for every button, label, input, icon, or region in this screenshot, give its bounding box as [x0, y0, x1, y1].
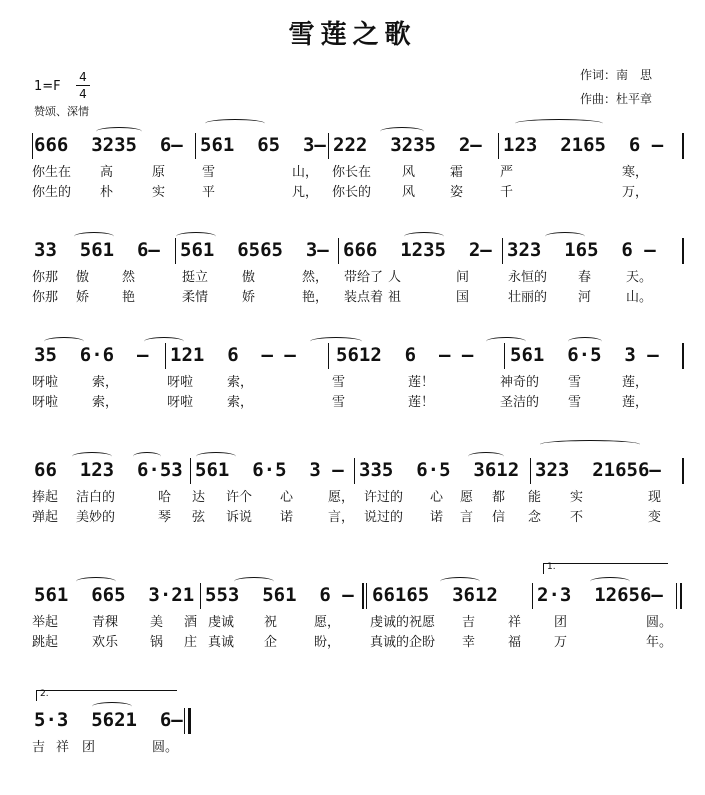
barline: [504, 343, 505, 369]
composer: 作曲：杜平章: [580, 92, 653, 106]
barline: [328, 343, 329, 369]
lyrics-verse-2: 跳起 欢乐 锅 庄 真诚 企 盼， 真诚的企盼 幸 福 万 年。: [32, 635, 673, 650]
lyrics-verse-1: 你生在 高 原 雪 山， 你长在 风 霜 严 寒，: [32, 165, 649, 180]
time-top: 4: [79, 70, 87, 84]
measure: 323 21656–: [535, 459, 661, 481]
lyrics-verse-1: 呀啦 索， 呀啦 索， 雪 莲！ 神奇的 雪 莲，: [32, 375, 649, 390]
barline: [354, 458, 355, 484]
barline: [682, 238, 684, 264]
tempo-marking: 赞颂、深情: [34, 105, 89, 118]
barline: [195, 133, 196, 159]
time-bottom: 4: [79, 87, 87, 101]
lyrics-verse-1: 吉 祥 团 圆。: [32, 740, 179, 755]
barline: [502, 238, 503, 264]
volta-bracket-1: 1.: [543, 563, 668, 574]
key-signature: 1=F: [34, 79, 61, 94]
measure: 66165 3612: [372, 584, 498, 606]
lyrics-verse-2: 弹起 美妙的 琴 弦 诉说 诺 言， 说过的 诺 言 信 念 不 变: [32, 510, 662, 525]
staff-row-6: [0, 689, 705, 795]
measure: 553 561 6 –: [205, 584, 354, 606]
barline: [498, 133, 499, 159]
barline: [530, 458, 531, 484]
repeat-start: [362, 583, 364, 609]
measure: 666 3235 6–: [34, 134, 183, 156]
barline: [328, 133, 329, 159]
measure: 33 561 6–: [34, 239, 160, 261]
barline: [184, 708, 185, 734]
staff-row-4: [0, 450, 705, 545]
measure: 222 3235 2–: [333, 134, 482, 156]
staff-row-1: [0, 125, 705, 220]
barline: [32, 133, 33, 159]
barline: [338, 238, 339, 264]
lyrics-verse-2: 你那 娇 艳 柔情 娇 艳， 装点着 祖 国 壮丽的 河 山。: [32, 290, 653, 305]
measure: 66 123 6·53: [34, 459, 183, 481]
repeat-start: [366, 583, 367, 609]
measure: 5·3 5621 6–: [34, 709, 183, 731]
time-signature: [76, 70, 90, 101]
song-title: 雪莲之歌: [288, 20, 417, 50]
measure: 561 6·5 3 –: [195, 459, 344, 481]
barline: [682, 458, 684, 484]
measure: 335 6·5 3612: [359, 459, 520, 481]
lyrics-verse-2: 你生的 朴 实 平 凡， 你长的 风 姿 千 万，: [32, 185, 649, 200]
volta-bracket-2: 2.: [36, 690, 177, 701]
measure: 35 6·6 –: [34, 344, 149, 366]
lyrics-verse-1: 你那 傲 然 挺立 傲 然， 带给了 人 间 永恒的 春 天。: [32, 270, 653, 285]
staff-row-2: [0, 230, 705, 325]
staff-row-3: [0, 335, 705, 430]
repeat-end: [676, 583, 677, 609]
measure: 561 65 3–: [200, 134, 326, 156]
barline: [682, 343, 684, 369]
lyricist: 作词：南 思: [580, 68, 653, 82]
staff-row-5: [0, 562, 705, 670]
barline: [200, 583, 201, 609]
barline: [165, 343, 166, 369]
barline: [532, 583, 533, 609]
measure: 123 2165 6 –: [503, 134, 664, 156]
repeat-end: [680, 583, 682, 609]
final-barline: [188, 708, 191, 734]
measure: 561 6565 3–: [180, 239, 329, 261]
measure: 121 6 – –: [170, 344, 296, 366]
barline: [190, 458, 191, 484]
barline: [175, 238, 176, 264]
measure: 323 165 6 –: [507, 239, 656, 261]
lyrics-verse-1: 举起 青稞 美 酒 虔诚 祝 愿， 虔诚的祝愿 吉 祥 团 圆。: [32, 615, 673, 630]
measure: 2·3 12656–: [537, 584, 663, 606]
measure: 5612 6 – –: [336, 344, 474, 366]
measure: 561 6·5 3 –: [510, 344, 659, 366]
measure: 561 665 3·21: [34, 584, 195, 606]
measure: 666 1235 2–: [343, 239, 492, 261]
lyrics-verse-1: 捧起 洁白的 哈 达 许个 心 愿， 许过的 心 愿 都 能 实 现: [32, 490, 662, 505]
barline: [682, 133, 684, 159]
lyrics-verse-2: 呀啦 索， 呀啦 索， 雪 莲！ 圣洁的 雪 莲，: [32, 395, 649, 410]
